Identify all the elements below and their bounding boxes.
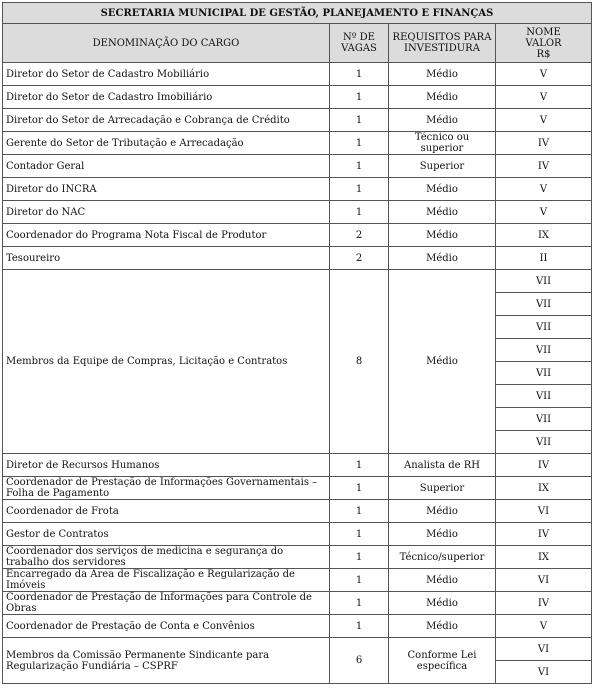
cell-vagas: 2 (330, 224, 389, 247)
cell-requisito: Médio (389, 569, 496, 592)
cell-requisito: Médio (389, 270, 496, 454)
cell-requisito: Médio (389, 592, 496, 615)
table-title: SECRETARIA MUNICIPAL DE GESTÃO, PLANEJAMENTO E FINANÇAS (3, 3, 592, 24)
cell-vagas: 2 (330, 247, 389, 270)
cell-nivel: IV (496, 592, 592, 615)
cell-cargo: Gestor de Contratos (3, 523, 330, 546)
cell-vagas: 1 (330, 201, 389, 224)
cell-nivel: VI (496, 638, 592, 661)
cell-requisito: Analista de RH (389, 454, 496, 477)
cell-cargo: Diretor do INCRA (3, 178, 330, 201)
table-title-row (3, 3, 592, 24)
cell-requisito: Médio (389, 500, 496, 523)
header-requisitos (389, 24, 496, 63)
cell-cargo: Coordenador de Frota (3, 500, 330, 523)
cell-nivel: VII (496, 293, 592, 316)
cell-cargo: Diretor de Recursos Humanos (3, 454, 330, 477)
cell-nivel: V (496, 109, 592, 132)
cell-vagas: 1 (330, 477, 389, 500)
table-row (3, 523, 592, 546)
table-row (3, 546, 592, 569)
cell-vagas: 8 (330, 270, 389, 454)
cell-nivel: VII (496, 316, 592, 339)
cell-cargo: Coordenador do Programa Nota Fiscal de Produtor (3, 224, 330, 247)
cell-vagas: 1 (330, 155, 389, 178)
cell-cargo: Gerente do Setor de Tributação e Arrecadação (3, 132, 330, 155)
cell-nivel: V (496, 615, 592, 638)
cell-vagas: 1 (330, 500, 389, 523)
cell-vagas: 1 (330, 523, 389, 546)
cell-nivel: VI (496, 569, 592, 592)
table-row (3, 247, 592, 270)
cell-nivel: IX (496, 224, 592, 247)
cell-vagas: 1 (330, 569, 389, 592)
cell-requisito: Técnico/superior (389, 546, 496, 569)
table-row (3, 201, 592, 224)
cell-nivel: II (496, 247, 592, 270)
header-vagas-line1: Nº DE (343, 32, 375, 43)
cell-requisito: Técnico ou superior (389, 132, 496, 155)
cell-nivel: VII (496, 431, 592, 454)
header-vagas-line2: VAGAS (341, 43, 377, 54)
cell-nivel: V (496, 86, 592, 109)
table-row (3, 638, 592, 661)
table-body (3, 63, 592, 684)
cell-cargo: Coordenador de Prestação de Conta e Convênios (3, 615, 330, 638)
header-requisitos-line2: INVESTIDURA (404, 43, 480, 54)
cell-cargo: Contador Geral (3, 155, 330, 178)
cell-vagas: 1 (330, 109, 389, 132)
cell-nivel: VII (496, 385, 592, 408)
cell-vagas: 1 (330, 63, 389, 86)
cell-vagas: 1 (330, 178, 389, 201)
cell-nivel: V (496, 178, 592, 201)
cell-nivel: IX (496, 546, 592, 569)
cell-nivel: VII (496, 270, 592, 293)
table-row (3, 224, 592, 247)
header-nome-line1: NOME (526, 26, 561, 38)
table-row (3, 454, 592, 477)
cargos-table (2, 2, 592, 684)
cell-requisito: Médio (389, 86, 496, 109)
cell-requisito: Médio (389, 247, 496, 270)
cell-requisito: Médio (389, 615, 496, 638)
header-nome-line2: VALOR (525, 37, 562, 49)
cell-requisito: Médio (389, 109, 496, 132)
cell-nivel: V (496, 63, 592, 86)
cell-vagas: 1 (330, 592, 389, 615)
cell-cargo: Coordenador de Prestação de Informações para Controle de Obras (3, 592, 330, 615)
cell-nivel: IV (496, 132, 592, 155)
table-row (3, 615, 592, 638)
cell-cargo: Diretor do NAC (3, 201, 330, 224)
cell-cargo: Membros da Equipe de Compras, Licitação e Contratos (3, 270, 330, 454)
cell-requisito: Médio (389, 224, 496, 247)
cell-nivel: VI (496, 661, 592, 684)
cell-vagas: 6 (330, 638, 389, 684)
cell-vagas: 1 (330, 86, 389, 109)
table-row (3, 155, 592, 178)
cell-requisito: Superior (389, 477, 496, 500)
cell-requisito: Médio (389, 63, 496, 86)
table-row (3, 477, 592, 500)
cell-vagas: 1 (330, 454, 389, 477)
cell-nivel: VII (496, 362, 592, 385)
cell-nivel: V (496, 201, 592, 224)
cell-cargo: Coordenador de Prestação de Informações Governamentais – Folha de Pagamento (3, 477, 330, 500)
cell-cargo: Diretor do Setor de Cadastro Mobiliário (3, 63, 330, 86)
table-row (3, 569, 592, 592)
cell-vagas: 1 (330, 615, 389, 638)
cell-vagas: 1 (330, 546, 389, 569)
cell-cargo: Diretor do Setor de Cadastro Imobiliário (3, 86, 330, 109)
document-page (2, 2, 591, 693)
cell-requisito: Médio (389, 178, 496, 201)
cell-vagas: 1 (330, 132, 389, 155)
cell-nivel: IX (496, 477, 592, 500)
cell-requisito: Médio (389, 523, 496, 546)
table-row (3, 63, 592, 86)
cell-cargo: Tesoureiro (3, 247, 330, 270)
cell-nivel: IV (496, 155, 592, 178)
table-row (3, 592, 592, 615)
cell-nivel: IV (496, 454, 592, 477)
cell-cargo: Membros da Comissão Permanente Sindicante para Regularização Fundiária – CSPRF (3, 638, 330, 684)
header-cargo: DENOMINAÇÃO DO CARGO (3, 24, 330, 63)
cell-requisito: Médio (389, 201, 496, 224)
cell-cargo: Encarregado da Área de Fiscalização e Regularização de Imóveis (3, 569, 330, 592)
table-row (3, 132, 592, 155)
table-row (3, 500, 592, 523)
header-vagas (330, 24, 389, 63)
header-requisitos-line1: REQUISITOS PARA (392, 32, 492, 43)
header-nome-line3: R$ (536, 48, 551, 60)
table-row (3, 270, 592, 293)
table-row (3, 86, 592, 109)
column-header-row (3, 24, 592, 63)
cell-cargo: Coordenador dos serviços de medicina e segurança do trabalho dos servidores (3, 546, 330, 569)
header-nome-valor (496, 24, 592, 63)
cell-nivel: VII (496, 408, 592, 431)
cell-nivel: VII (496, 339, 592, 362)
cell-nivel: VI (496, 500, 592, 523)
cell-requisito: Conforme Lei específica (389, 638, 496, 684)
cell-cargo: Diretor do Setor de Arrecadação e Cobrança de Crédito (3, 109, 330, 132)
cell-nivel: IV (496, 523, 592, 546)
table-row (3, 109, 592, 132)
table-row (3, 178, 592, 201)
cell-requisito: Superior (389, 155, 496, 178)
